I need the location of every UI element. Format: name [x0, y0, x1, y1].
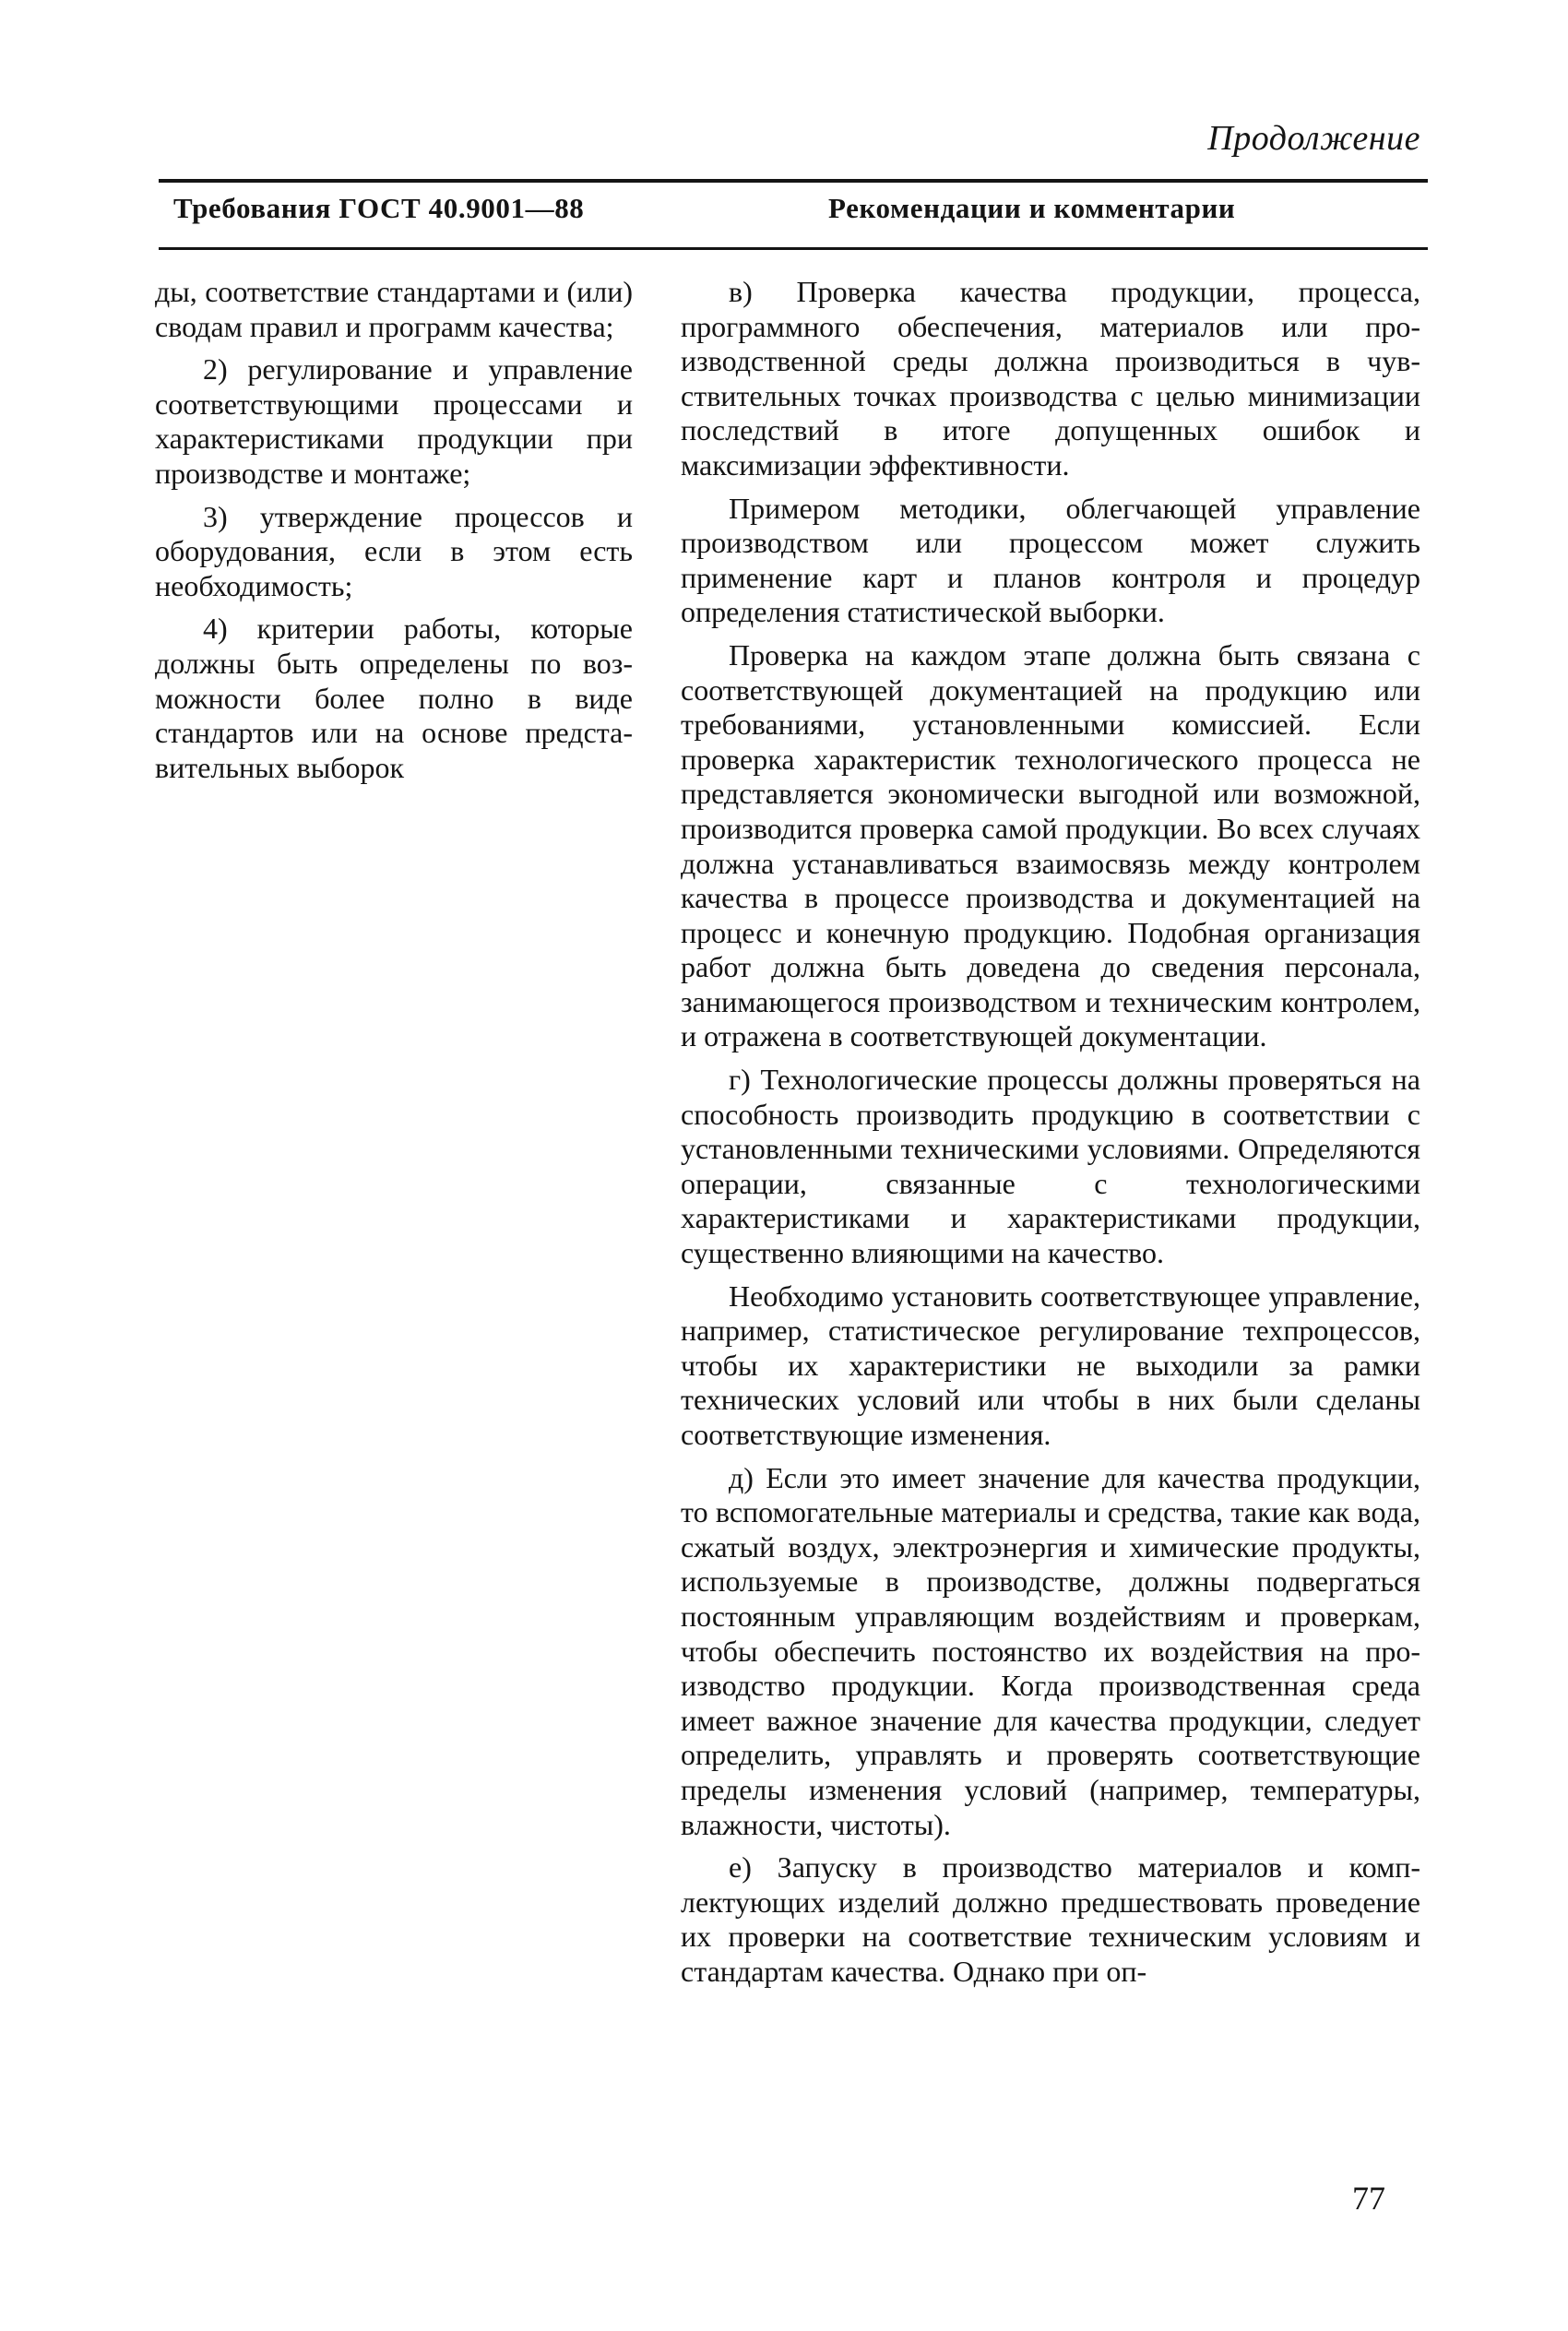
- recommendations-paragraph: г) Технологические процессы должны проверяться на способность производить продукцию в соответствии с установленными техническими условиями. Определяются операции, связанные с технологическими характеристиками и характеристиками продукции, существенно влияющими на качество.: [681, 1063, 1420, 1270]
- requirements-paragraph: 2) регулирование и управление соответствующими процессами и характеристиками продукции при производстве и монтаже;: [155, 352, 633, 490]
- recommendations-paragraph: е) Запуску в производство материалов и комплектующих изделий должно предшествовать проведение их проверки на соответствие техническим условиям и стандартам качества. Однако при оп-: [681, 1850, 1420, 1988]
- recommendations-paragraph: д) Если это имеет значение для качества продукции, то вспомогательные материалы и средства, такие как вода, сжатый воздух, электроэнергия и химические продукты, используемые в производстве, должны подвергаться постоянным управляющим воздействиям и проверкам, чтобы обеспечить постоянство их воздействия на производство продукции. Когда производственная среда имеет важное значение для качества продукции, следует определить, управлять и проверять соответствующие пределы изменения условий (например, температуры, влажности, чистоты).: [681, 1460, 1420, 1841]
- requirements-column: [155, 275, 633, 793]
- continuation-label: Продолжение: [1207, 119, 1420, 158]
- recommendations-column: [681, 275, 1420, 1998]
- right-column-title: Рекомендации и комментарии: [828, 192, 1236, 224]
- requirements-paragraph: 4) критерии работы, которые должны быть определены по возможности более полно в виде стандартов или на основе представительных выборок: [155, 612, 633, 784]
- recommendations-paragraph: Примером методики, облегчающей управление производством или процессом может служить применение карт и планов контроля и процедур определения статистической выборки.: [681, 491, 1420, 629]
- left-column-title: Требования ГОСТ 40.9001—88: [173, 192, 585, 224]
- page-number: 77: [1352, 2180, 1385, 2217]
- header-bottom-rule: [159, 247, 1428, 250]
- header-top-rule: [159, 179, 1428, 183]
- requirements-paragraph: ды, соответствие стандартами и (или) сводам правил и программ качества;: [155, 275, 633, 343]
- recommendations-paragraph: в) Проверка качества продукции, процесса, программного обеспечения, материалов или производственной среды должна производиться в чувствительных точках производства с целью минимизации последствий в итоге допущенных ошибок и максимизации эффективности.: [681, 275, 1420, 482]
- recommendations-paragraph: Проверка на каждом этапе должна быть связана с соответствующей документацией на продукцию или требованиями, установленными комиссией. Если проверка характеристик технологического процесса не представляется экономически выгодной или возможной, производится проверка самой продукции. Во всех случаях должна устанавливаться взаимосвязь между контролем качества в процессе производства и документацией на процесс и конечную продукцию. Подобная организация работ должна быть доведена до сведения персонала, занимающегося производством и техническим контролем, и отражена в соответствующей документации.: [681, 637, 1420, 1053]
- recommendations-paragraph: Необходимо установить соответствующее управление, например, статистическое регулирование техпроцессов, чтобы их характеристики не выходили за рамки технических условий или чтобы в них были сделаны соответствующие изменения.: [681, 1278, 1420, 1451]
- requirements-paragraph: 3) утверждение процессов и оборудования, если в этом есть необходимость;: [155, 499, 633, 602]
